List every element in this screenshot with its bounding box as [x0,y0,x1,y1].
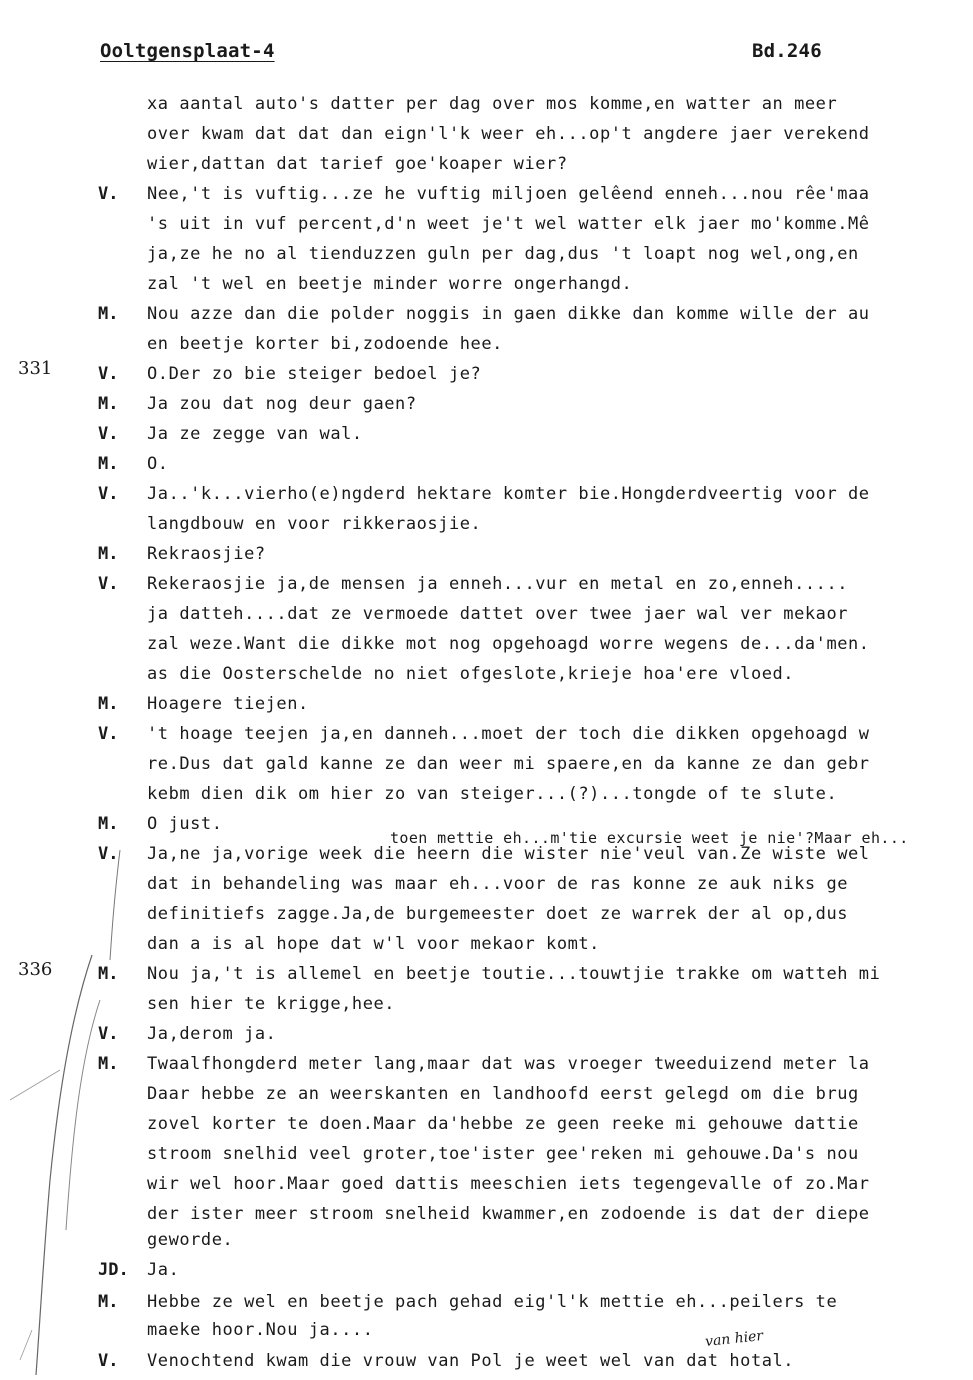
margin-line-number: 331 [18,358,53,379]
line-text: O just. [147,814,223,834]
line-text: Nou ja,'t is allemel en beetje toutie...touwtjie trakke om watteh mi [147,964,881,984]
speaker-label: M. [98,694,119,714]
speaker-label: M. [98,1292,119,1312]
pencil-stroke [10,1070,60,1100]
line-text: zal weze.Want die dikke mot nog opgehoagd worre wegens de...da'men. [147,634,870,654]
speaker-label: V. [98,724,119,744]
speaker-label: V. [98,184,119,204]
line-text: definitiefs zagge.Ja,de burgemeester doet ze warrek der al op,dus [147,904,849,924]
line-text: sen hier te krigge,hee. [147,994,396,1014]
speaker-label: V. [98,484,119,504]
line-text: wier,dattan dat tarief goe'koaper wier? [147,154,568,174]
line-text: Rekraosjie? [147,544,266,564]
line-text: re.Dus dat gald kanne ze dan weer mi spaere,en da kanne ze dan gebr [147,754,870,774]
line-text: der ister meer stroom snelheid kwammer,en zodoende is dat der diepe [147,1204,870,1224]
pencil-stroke [110,850,120,960]
line-text: geworde. [147,1230,234,1250]
line-text: ja datteh....dat ze vermoede dattet over twee jaer wal ver mekaor [147,604,849,624]
line-text: maeke hoor.Nou ja.... [147,1320,374,1340]
speaker-label: V. [98,1024,119,1044]
line-text: over kwam dat dat dan eign'l'k weer eh...op't angdere jaer verekend [147,124,870,144]
line-text: Nou azze dan die polder noggis in gaen dikke dan komme wille der au [147,304,870,324]
speaker-label: M. [98,964,119,984]
speaker-label: JD. [98,1260,129,1280]
speaker-label: V. [98,574,119,594]
speaker-label: M. [98,304,119,324]
pencil-stroke [36,955,92,1375]
line-text: as die Oosterschelde no niet ofgeslote,krieje hoa'ere vloed. [147,664,795,684]
line-text: ja,ze he no al tienduzzen guln per dag,dus 't loapt nog wel,ong,en [147,244,859,264]
handwritten-note: van hier [704,1328,764,1350]
speaker-label: M. [98,544,119,564]
line-text: dat in behandeling was maar eh...voor de ras konne ze auk niks ge [147,874,849,894]
overtyped-annotation: toen mettie eh...m'tie excursie weet je nie'?Maar eh... [390,829,909,847]
line-text: dan a is al hope dat w'l voor mekaor komt. [147,934,600,954]
line-text: xa aantal auto's datter per dag over mos komme,en watter an meer [147,94,838,114]
speaker-label: V. [98,364,119,384]
pencil-stroke [20,1330,32,1360]
line-text: Ja ze zegge van wal. [147,424,363,444]
line-text: Hoagere tiejen. [147,694,309,714]
line-text: Nee,'t is vuftig...ze he vuftig miljoen gelêend enneh...nou rêe'maa [147,184,870,204]
speaker-label: M. [98,814,119,834]
line-text: Twaalfhongderd meter lang,maar dat was vroeger tweeduizend meter la [147,1054,870,1074]
line-text: Ja,ne ja,vorige week die heern die wister nie'veul van.Ze wiste wel [147,844,870,864]
line-text: Ja zou dat nog deur gaen? [147,394,417,414]
speaker-label: M. [98,1054,119,1074]
speaker-label: M. [98,394,119,414]
margin-line-number: 336 [18,959,53,980]
line-text: en beetje korter bi,zodoende hee. [147,334,503,354]
line-text: O. [147,454,169,474]
speaker-label: M. [98,454,119,474]
line-text: Ja. [147,1260,180,1280]
line-text: zovel korter te doen.Maar da'hebbe ze geen reeke mi gehouwe dattie [147,1114,859,1134]
speaker-label: V. [98,844,119,864]
line-text: wir wel hoor.Maar goed dattis meeschien iets tegengevalle of zo.Mar [147,1174,870,1194]
line-text: Ja..'k...vierho(e)ngderd hektare komter bie.Hongderdveertig voor de [147,484,870,504]
line-text: Daar hebbe ze an weerskanten en landhoofd eerst gelegd om die brug [147,1084,859,1104]
speaker-label: V. [98,424,119,444]
line-text: zal 't wel en beetje minder worre ongerhangd. [147,274,633,294]
document-title: Ooltgensplaat-4 [100,40,275,62]
line-text: langdbouw en voor rikkeraosjie. [147,514,482,534]
line-text: 't hoage teejen ja,en danneh...moet der toch die dikken opgehoagd w [147,724,870,744]
line-text: O.Der zo bie steiger bedoel je? [147,364,482,384]
line-text: Ja,derom ja. [147,1024,277,1044]
line-text: kebm dien dik om hier zo van steiger...(?)...tongde of te slute. [147,784,838,804]
line-text: Venochtend kwam die vrouw van Pol je weet wel van dat hotal. [147,1351,795,1371]
line-text: stroom snelhid veel groter,toe'ister gee'reken mi gehouwe.Da's nou [147,1144,859,1164]
line-text: Rekeraosjie ja,de mensen ja enneh...vur en metal en zo,enneh..... [147,574,849,594]
line-text: Hebbe ze wel en beetje pach gehad eig'l'k mettie eh...peilers te [147,1292,838,1312]
volume-number: Bd.246 [752,40,822,62]
line-text: 's uit in vuf percent,d'n weet je't wel watter elk jaer mo'komme.Mê [147,214,870,234]
speaker-label: V. [98,1351,119,1371]
